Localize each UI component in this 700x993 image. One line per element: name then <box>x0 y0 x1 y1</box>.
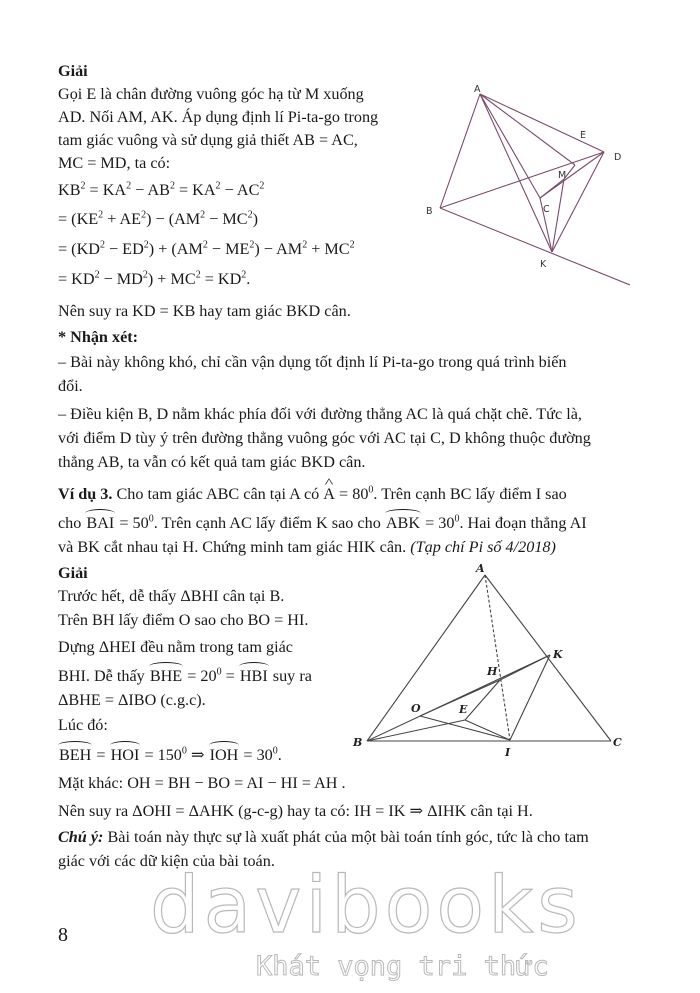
solution1-line3: tam giác vuông và sử dụng giả thiết AB = AC, <box>58 131 358 149</box>
solution2-line4: BHI. Dễ thấy BHE = $20^0$ = HBI suy ra <box>58 666 312 685</box>
equation-4: = $KD^2 - MD^2) + MC^2 = KD^2$. <box>58 269 251 288</box>
example3-source: (Tạp chí Pi số 4/2018) <box>410 538 556 556</box>
fig2-label-o: O <box>411 702 421 715</box>
watermark-logo: davibooks <box>150 861 582 951</box>
solution2-line5: ΔBHE = ΔIBO (c.g.c). <box>58 691 206 709</box>
solution1-conclusion: Nên suy ra KD = KB hay tam giác BKD cân. <box>58 302 351 320</box>
example3-line3: và BK cắt nhau tại H. Chứng minh tam giác HIK cân. (Tạp chí Pi số 4/2018) <box>58 538 556 556</box>
fig2-label-e: E <box>459 703 468 716</box>
fig1-label-m: M <box>558 170 567 181</box>
equation-1: $KB^2 = KA^2 - AB^2 = KA^2 - AC^2$ <box>58 180 265 199</box>
remark-p2-line2: với điểm D tùy ý trên đường thẳng vuông góc với AC tại C, D không thuộc đường <box>58 429 591 447</box>
solution1-line4: MC = MD, ta có: <box>58 154 171 172</box>
fig2-label-k: K <box>553 648 563 661</box>
solution2-line3: Dựng ΔHEI đều nằm trong tam giác <box>58 638 293 656</box>
solution2-line2: Trên BH lấy điểm O sao cho BO = HI. <box>58 611 309 629</box>
fig2-label-c: C <box>613 736 622 749</box>
solution2-line8: Mặt khác: OH = BH − BO = AI − HI = AH . <box>58 774 346 792</box>
remark-title: * Nhận xét: <box>58 328 139 346</box>
fig1-label-k: K <box>540 259 547 270</box>
solution1-line1: Gọi E là chân đường vuông góc hạ từ M xuống <box>58 85 364 103</box>
fig2-label-b: B <box>353 736 363 749</box>
solution2-line7: BEH = HOI = $150^0$ ⇒ IOH = $30^0$. <box>59 745 282 764</box>
fig1-label-b: B <box>426 206 433 217</box>
solution2-line1: Trước hết, dễ thấy ΔBHI cân tại B. <box>58 587 285 605</box>
remark-p2-line3: thẳng AB, ta vẫn có kết quả tam giác BKD cân. <box>58 453 366 471</box>
fig1-label-c: C <box>543 204 550 215</box>
example3-line2: cho BAI = $50^0$. Trên cạnh AC lấy điểm K sao cho ABK = $30^0$. Hai đoạn thẳng AI <box>58 513 587 532</box>
solution2-title: Giải <box>58 564 88 582</box>
page-number: 8 <box>58 924 68 946</box>
equation-2: = $(KE^2 + AE^2) - (AM^2 - MC^2)$ <box>58 209 258 228</box>
solution1-line2: AD. Nối AM, AK. Áp dụng định lí Pi-ta-go trong <box>58 108 379 126</box>
equation-3: = $(KD^2 - ED^2) + (AM^2 - ME^2) - AM^2 + MC^2$ <box>58 239 355 258</box>
fig1-label-a: A <box>474 84 481 95</box>
figure-1-quadrilateral <box>420 80 630 295</box>
figure-2-triangle <box>345 560 635 760</box>
solution2-line9: Nên suy ra ΔOHI = ΔAHK (g-c-g) hay ta có: IH = IK ⇒ ΔIHK cân tại H. <box>58 802 533 820</box>
fig2-label-i: I <box>505 746 511 759</box>
watermark-slogan: Khát vọng tri thức <box>256 951 549 982</box>
fig2-label-h: H <box>487 665 498 678</box>
solution2-note-line2: giác với các dữ kiện của bài toán. <box>58 852 275 870</box>
fig1-segment-ab <box>440 94 480 208</box>
solution2-note-line1: Chú ý: Bài toán này thực sự là xuất phát của một bài toán tính góc, tức là cho tam <box>58 828 589 846</box>
solution1-title: Giải <box>58 62 88 80</box>
fig2-label-a: A <box>476 562 485 575</box>
example3-line1: Ví dụ 3. Cho tam giác ABC cân tại A có ^ $A = 80^0$. Trên cạnh BC lấy điểm I sao <box>58 484 567 504</box>
fig1-label-e: E <box>580 130 587 141</box>
solution2-line6: Lúc đó: <box>58 716 108 734</box>
fig1-label-d: D <box>614 152 622 163</box>
remark-p2-line1: – Điều kiện B, D nằm khác phía đối với đường thẳng AC là quá chặt chẽ. Tức là, <box>58 405 582 423</box>
remark-p1-line1: – Bài này không khó, chỉ cần vận dụng tốt định lí Pi-ta-go trong quá trình biến <box>58 353 567 371</box>
remark-p1-line2: đổi. <box>58 377 83 395</box>
